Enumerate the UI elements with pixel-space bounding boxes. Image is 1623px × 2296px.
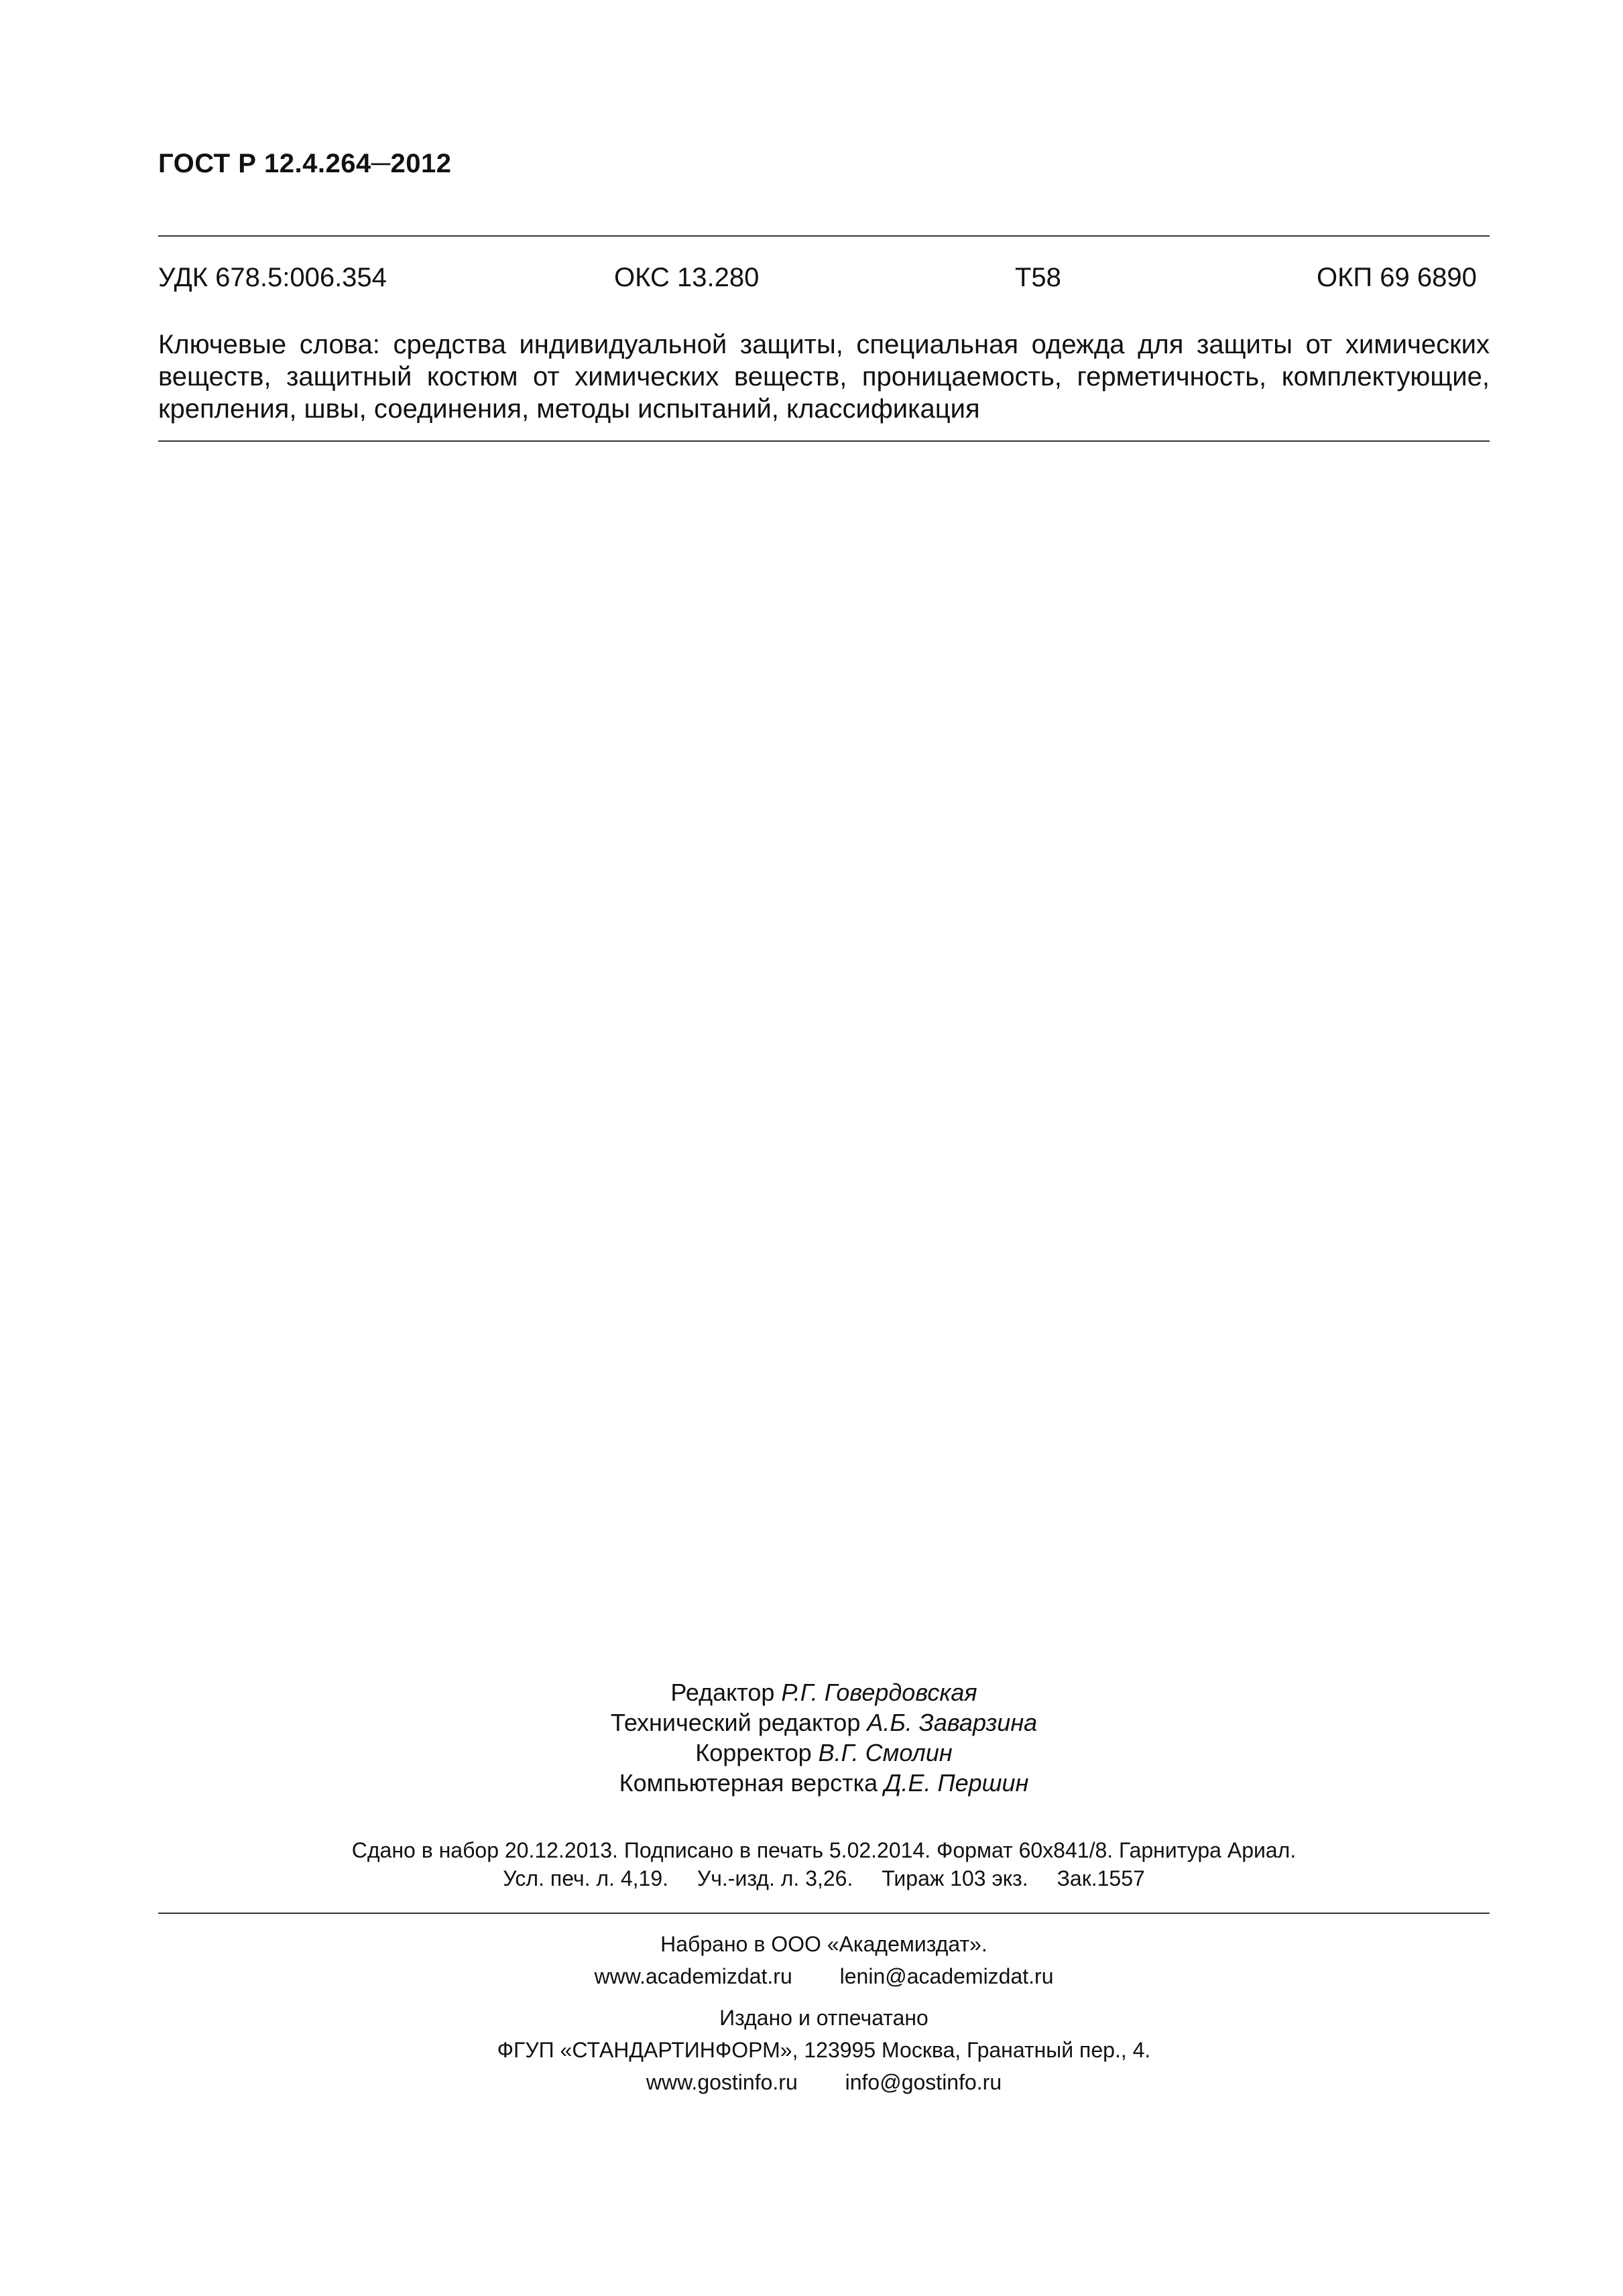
corrector-name: В.Г. Смолин (818, 1739, 953, 1766)
keywords-divider (158, 440, 1490, 442)
uch-izd: Уч.-изд. л. 3,26. (697, 1866, 853, 1890)
zak-number: Зак.1557 (1057, 1866, 1145, 1890)
t-code: Т58 (1015, 263, 1061, 292)
editor-role: Редактор (670, 1679, 775, 1706)
layout-role: Компьютерная верстка (619, 1769, 878, 1797)
layout-name: Д.Е. Першин (884, 1769, 1029, 1797)
bottom-divider (158, 1913, 1490, 1914)
typeset-info (158, 1928, 1490, 1992)
oks-code: ОКС 13.280 (614, 263, 760, 292)
editor-name: Р.Г. Говердовская (781, 1679, 977, 1706)
tech-editor-name: А.Б. Заварзина (867, 1709, 1038, 1736)
top-divider (158, 235, 1490, 237)
print-info-line1: Сдано в набор 20.12.2013. Подписано в печать 5.02.2014. Формат 60x841/8. Гарнитура Ариал. (351, 1838, 1297, 1862)
typeset-contacts (158, 1960, 1490, 1992)
udk-code: УДК 678.5:006.354 (158, 263, 387, 292)
print-info-line2 (158, 1864, 1490, 1892)
publisher-info (158, 2002, 1490, 2098)
tech-editor-line (158, 1707, 1490, 1738)
print-info (158, 1836, 1490, 1892)
keywords-paragraph: Ключевые слова: средства индивидуальной защиты, специальная одежда для защиты от химических веществ, защитный костюм от химических веществ, проницаемость, герметичность, комплектующие, крепления, швы, соединения, методы испытаний, классификация (158, 330, 1490, 424)
usl-pech: Усл. печ. л. 4,19. (503, 1866, 668, 1890)
publisher-contacts (158, 2066, 1490, 2098)
typeset-email-link[interactable]: lenin@academizdat.ru (839, 1964, 1054, 1988)
editor-line (158, 1677, 1490, 1707)
publisher-line2: ФГУП «СТАНДАРТИНФОРМ», 123995 Москва, Гранатный пер., 4. (497, 2038, 1151, 2062)
publisher-line1: Издано и отпечатано (719, 2006, 928, 2030)
staff-credits (158, 1677, 1490, 1798)
tech-editor-role: Технический редактор (610, 1709, 861, 1736)
okp-code: ОКП 69 6890 (1317, 263, 1477, 292)
corrector-line (158, 1738, 1490, 1768)
publisher-site-link[interactable]: www.gostinfo.ru (646, 2070, 798, 2094)
typeset-line1: Набрано в ООО «Академиздат». (660, 1932, 987, 1956)
layout-line (158, 1768, 1490, 1798)
corrector-role: Корректор (695, 1739, 812, 1766)
publisher-email-link[interactable]: info@gostinfo.ru (845, 2070, 1002, 2094)
document-code: ГОСТ Р 12.4.264─2012 (158, 149, 452, 178)
tirazh: Тираж 103 экз. (882, 1866, 1028, 1890)
typeset-site-link[interactable]: www.academizdat.ru (594, 1964, 792, 1988)
